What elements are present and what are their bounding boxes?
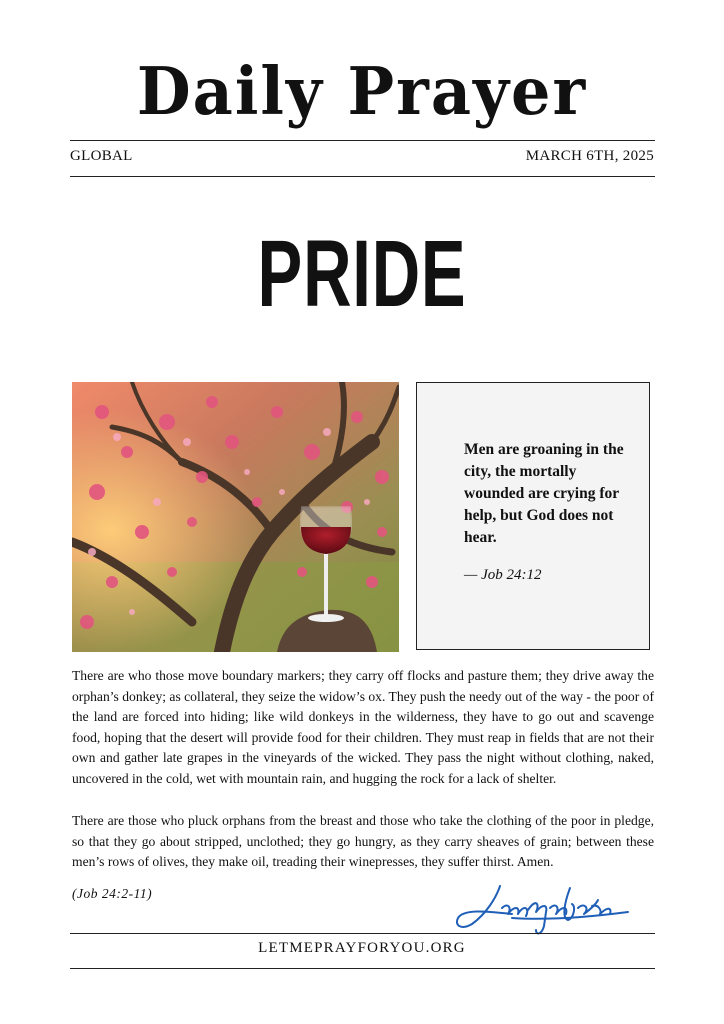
- quote-citation: — Job 24:12: [464, 567, 542, 583]
- meta-rule: [70, 176, 655, 177]
- feature-photo: [72, 382, 399, 652]
- footer-bottom-rule: [70, 968, 655, 969]
- headline: PRIDE: [257, 221, 467, 327]
- body-paragraph-2: There are those who pluck orphans from the breast and those who take the clothing of the poor in pledge, so that they go about stripped, unclothed; they go hungry, as they carry sheaves of grain; between these men’s rows of olives, they make oil, treading their winepresses, they suffer thirst. Amen.: [72, 813, 654, 869]
- footer-top-rule: [70, 933, 655, 934]
- scripture-reference: (Job 24:2-11): [72, 886, 153, 901]
- top-rule: [70, 140, 655, 141]
- quote-text: Men are groaning in the city, the mortally wounded are crying for help, but God does not hear.: [464, 441, 624, 546]
- quote-box: [416, 382, 650, 650]
- website-link[interactable]: LETMEPRAYFORYOU.ORG: [258, 940, 466, 956]
- body-paragraph-1: There are who those move boundary markers; they carry off flocks and pasture them; they drive away the orphan’s donkey; as collateral, they seize the widow’s ox. They push the needy out of the way - the poor of the land are forced into hiding; like wild donkeys in the wilderness, they have to go out and scavenge food, hoping that the desert will provide food for their children. They must reap in fields that are not their own and gather late grapes in the vineyards of the wicked. They pass the night without clothing, naked, uncovered in the cold, wet with mountain rain, and hugging the rock for a lack of shelter.: [72, 668, 654, 786]
- edition-label: GLOBAL: [70, 148, 133, 164]
- date-label: MARCH 6TH, 2025: [525, 148, 654, 164]
- signature: [452, 878, 632, 940]
- masthead-title: Daily Prayer: [136, 53, 588, 130]
